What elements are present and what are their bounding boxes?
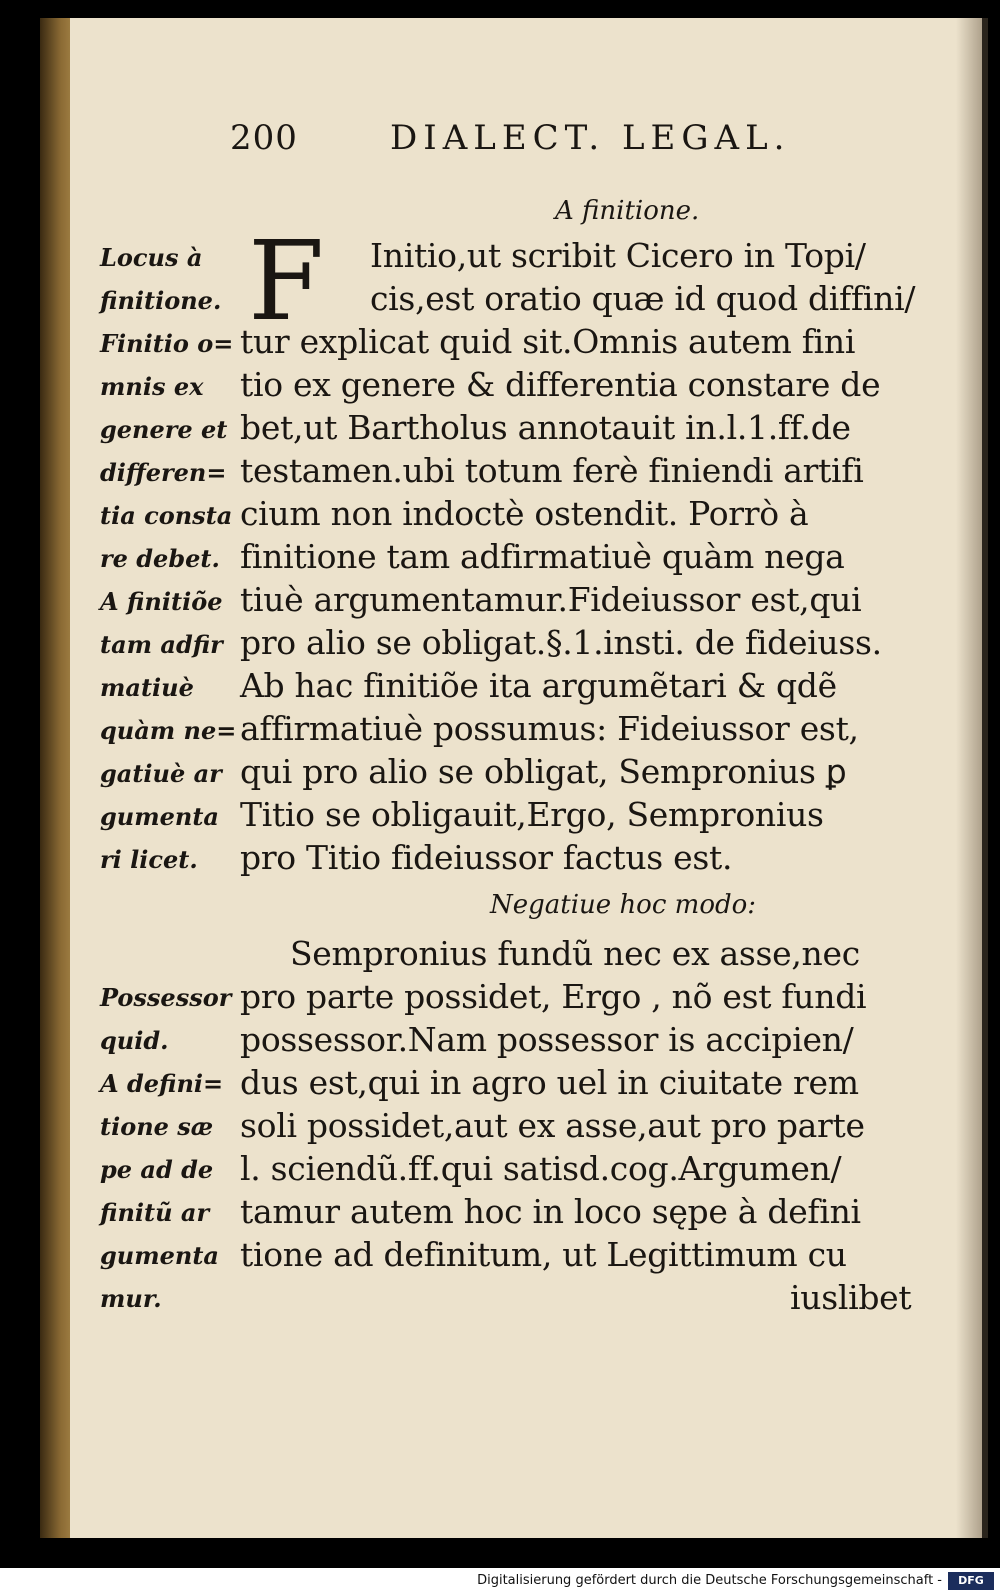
margin-note: Possessor bbox=[100, 983, 232, 1012]
dfg-logo: DFG bbox=[948, 1572, 994, 1590]
body-line: bet,ut Bartholus annotauit in.l.1.ff.de bbox=[240, 408, 851, 447]
body-line: affirmatiuè possumus: Fideiussor est, bbox=[240, 709, 859, 748]
footer-bar bbox=[0, 1568, 1000, 1594]
footer-credit: Digitalisierung gefördert durch die Deutsche Forschungsgemeinschaft - bbox=[477, 1573, 942, 1588]
margin-note: ri licet. bbox=[100, 845, 198, 874]
body-line: cium non indoctè ostendit. Porrò à bbox=[240, 494, 809, 533]
body-line: cis,est oratio quæ id quod diffini/ bbox=[370, 279, 916, 318]
body-line: possessor.Nam possessor is accipien/ bbox=[240, 1020, 854, 1059]
margin-note: tione sæ bbox=[100, 1112, 214, 1141]
margin-note: Finitio o= bbox=[100, 329, 234, 358]
body-line: tiuè argumentamur.Fideiussor est,qui bbox=[240, 580, 862, 619]
margin-note: tam adfir bbox=[100, 630, 223, 659]
drop-cap: F bbox=[248, 217, 325, 345]
margin-note: gumenta bbox=[100, 802, 219, 831]
margin-note: differen= bbox=[100, 458, 227, 487]
margin-note: re debet. bbox=[100, 544, 220, 573]
margin-note: tia consta bbox=[100, 501, 233, 530]
margin-note: quid. bbox=[100, 1026, 169, 1055]
body-line: tio ex genere & differentia constare de bbox=[240, 365, 881, 404]
body-line: qui pro alio se obligat, Sempronius ꝑ bbox=[240, 752, 847, 791]
body-line: pro Titio fideiussor factus est. bbox=[240, 838, 733, 877]
body-line: Sempronius fundũ nec ex asse,nec bbox=[290, 934, 860, 973]
margin-note: finitũ ar bbox=[100, 1198, 210, 1227]
margin-note: finitione. bbox=[100, 286, 222, 315]
body-line: tur explicat quid sit.Omnis autem fini bbox=[240, 322, 856, 361]
body-line: Titio se obligauit,Ergo, Sempronius bbox=[240, 795, 824, 834]
body-line: pro parte possidet, Ergo , nõ est fundi bbox=[240, 977, 867, 1016]
body-line: tione ad definitum, ut Legittimum cu bbox=[240, 1235, 847, 1274]
body-line: pro alio se obligat.§.1.insti. de fideiuss. bbox=[240, 623, 882, 662]
margin-note: matiuè bbox=[100, 673, 194, 702]
subheading-negative: Negatiue hoc modo: bbox=[490, 890, 757, 920]
body-line: tamur autem hoc in loco sępe à defini bbox=[240, 1192, 861, 1231]
body-line: Initio,ut scribit Cicero in Topi/ bbox=[370, 236, 866, 275]
margin-note: A finitiõe bbox=[100, 587, 223, 616]
margin-note: Locus à bbox=[100, 243, 203, 272]
body-line: l. sciendũ.ff.qui satisd.cog.Argumen/ bbox=[240, 1149, 842, 1188]
page-number: 200 bbox=[230, 118, 298, 158]
margin-note: genere et bbox=[100, 415, 228, 444]
running-title: DIALECT. LEGAL. bbox=[390, 118, 791, 158]
body-line: testamen.ubi totum ferè finiendi artifi bbox=[240, 451, 864, 490]
margin-note: quàm ne= bbox=[100, 716, 237, 745]
margin-note: mnis ex bbox=[100, 372, 204, 401]
body-line: dus est,qui in agro uel in ciuitate rem bbox=[240, 1063, 859, 1102]
body-line: finitione tam adfirmatiuè quàm nega bbox=[240, 537, 845, 576]
section-heading: A finitione. bbox=[555, 196, 700, 226]
page-gutter-shadow bbox=[956, 18, 982, 1538]
body-line: soli possidet,aut ex asse,aut pro parte bbox=[240, 1106, 865, 1145]
body-line: Ab hac finitiõe ita argumẽtari & qdẽ bbox=[240, 666, 837, 705]
margin-note: gumenta bbox=[100, 1241, 219, 1270]
margin-note: A defini= bbox=[100, 1069, 224, 1098]
margin-note: mur. bbox=[100, 1284, 162, 1313]
margin-note: gatiuè ar bbox=[100, 759, 222, 788]
margin-note: pe ad de bbox=[100, 1155, 214, 1184]
catchword: iuslibet bbox=[790, 1278, 912, 1317]
